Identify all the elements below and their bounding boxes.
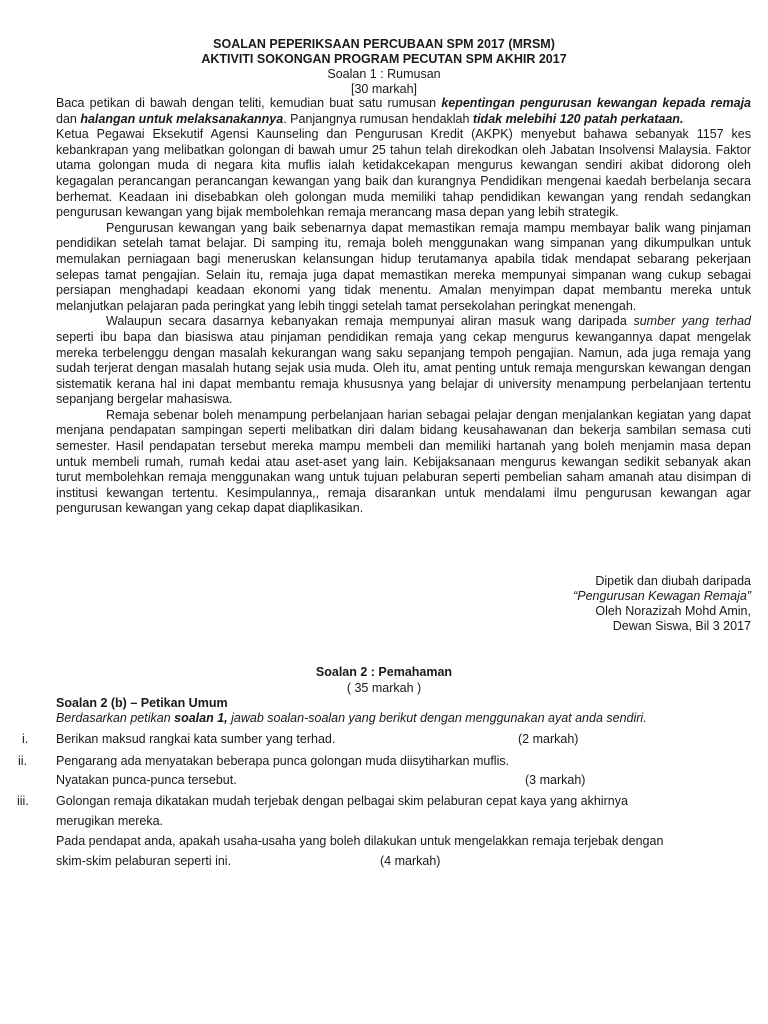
passage-paragraph: Remaja sebenar boleh menampung perbelanjaan harian sebagai pelajar dengan menjalankan kegiatan yang dapat menjana pendapatan sampingan seperti melibatkan diri dalam bidang keusahawanan dan bekerja sambilan semasa cuti semester. Hasil pendapatan tersebut mereka mampu membeli dan memiliki hartanah yang boleh menjamin masa depan untuk membeli rumah, rumah kedai atau aset-aset yang lain. Kebijaksanaan mengurus kewangan sedikit sebanyak akan turut membolehkan remaja menggunakan wang untuk tujuan pelaburan seperti pembelian saham amanah atau disimpan di institusi kewangan tertentu. Kesimpulannya,, remaja disarankan untuk mendalami ilmu pengurusan kewangan agar pengurusan kewangan yang cekap dapat diaplikasikan. (56, 407, 751, 516)
question-marks: (2 markah) (518, 732, 579, 746)
question-text: Pada pendapat anda, apakah usaha-usaha yang boleh dilakukan untuk mengelakkan remaja terjebak dengan (56, 834, 664, 848)
question-text: skim-skim pelaburan seperti ini. (56, 854, 232, 868)
section1-marks: [30 markah] (350, 82, 417, 96)
question-number: iii. (17, 794, 29, 808)
question-marks: (4 markah) (380, 854, 441, 868)
question-marks: (3 markah) (525, 773, 586, 787)
source-publication: Dewan Siswa, Bil 3 2017 (612, 619, 751, 633)
instruction: Baca petikan di bawah dengan teliti, kemudian buat satu rumusan kepentingan pengurusan kewangan kepada remaja dan halangan untuk melaksanakannya. Panjangnya rumusan hendaklah tidak melebihi 120 patah perkataan. (56, 96, 751, 126)
header-subtitle: AKTIVITI SOKONGAN PROGRAM PECUTAN SPM AKHIR 2017 (201, 52, 567, 66)
passage-paragraph: Ketua Pegawai Eksekutif Agensi Kaunseling dan Pengurusan Kredit (AKPK) menyebut bahawa sebanyak 1157 kes kebankrapan yang melibatkan golongan di bawah umur 25 tahun telah direkodkan oleh Jabatan Insolvensi Malaysia. Faktor utama golongan muda di negara kita muflis ialah ketidakcekapan mengurus kewangan sendiri akibat didorong oleh kegagalan perancangan perancangan kewangan yang baik dan kurangnya Pendidikan mengenai kaedah berbelanja secara berhemat. Keadaan ini disebabkan oleh golongan muda memiliki tahap pendidikan kewangan yang rendah sedangkan pengurusan kewangan yang bijak membolehkan remaja merancang masa depan yang lebih strategik. (56, 127, 751, 220)
header-title: SOALAN PEPERIKSAAN PERCUBAAN SPM 2017 (MRSM) (213, 37, 555, 51)
question-text: merugikan mereka. (56, 814, 163, 828)
question-text: Pengarang ada menyatakan beberapa punca golongan muda diisytiharkan muflis. (56, 754, 510, 768)
source-author: Oleh Norazizah Mohd Amin, (595, 604, 751, 618)
source-line: Dipetik dan diubah daripada (595, 574, 751, 588)
passage-paragraph: Pengurusan kewangan yang baik sebenarnya dapat memastikan remaja mampu membayar balik wang pinjaman pendidikan setelah tamat belajar. Di samping itu, remaja boleh menggunakan wang simpanan yang dikumpulkan untuk memulakan perniagaan bagi meneruskan kelansungan hidup terutamanya apabila tidak mendapat sebarang pekerjaan selepas tamat pengajian. Selain itu, remaja juga dapat memastikan mereka mempunyai simpanan wang cukup sebagai persiapan menghadapi keadaan ekonomi yang tidak menentu. Amalan menyimpan dapat membantu mereka untuk melanjutkan pelajaran pada peringkat yang lebih tinggi setelah tamat persekolahan peringkat menengah. (56, 220, 751, 313)
passage-paragraph: Walaupun secara dasarnya kebanyakan remaja mempunyai aliran masuk wang daripada sumber yang terhad seperti ibu bapa dan biasiswa atau pinjaman pendidikan remaja yang cekap mengurus kewangannya dapat mengelak mereka terbelenggu dengan masalah kekurangan wang saku sepanjang tempoh pengajian. Namun, ada juga remaja yang sudah terjerat dengan masalah hutang sejak usia muda. Oleh itu, amat penting untuk remaja mengurskan kewangan dengan sistematik kerana hal ini dapat membantu remaja khususnya yang belajar di university menampung perbelanjaan tertentu sepanjang bergelar mahasiswa. (56, 314, 751, 407)
section2-marks: ( 35 markah ) (346, 681, 422, 695)
question-number: ii. (18, 754, 28, 768)
passage-body (56, 96, 751, 517)
section2-subtitle: Soalan 2 (b) – Petikan Umum (56, 696, 228, 710)
question-text: Nyatakan punca-punca tersebut. (56, 773, 237, 787)
question-text: Berikan maksud rangkai kata sumber yang terhad. (56, 732, 336, 746)
source-title: “Pengurusan Kewagan Remaja” (573, 589, 751, 603)
question-text: Golongan remaja dikatakan mudah terjebak dengan pelbagai skim pelaburan cepat kaya yang akhirnya (56, 794, 628, 808)
section2-instruction: Berdasarkan petikan soalan 1, jawab soalan-soalan yang berikut dengan menggunakan ayat anda sendiri. (56, 711, 647, 725)
section2-title: Soalan 2 : Pemahaman (315, 665, 453, 679)
question-number: i. (22, 732, 29, 746)
section1-title: Soalan 1 : Rumusan (327, 67, 441, 81)
